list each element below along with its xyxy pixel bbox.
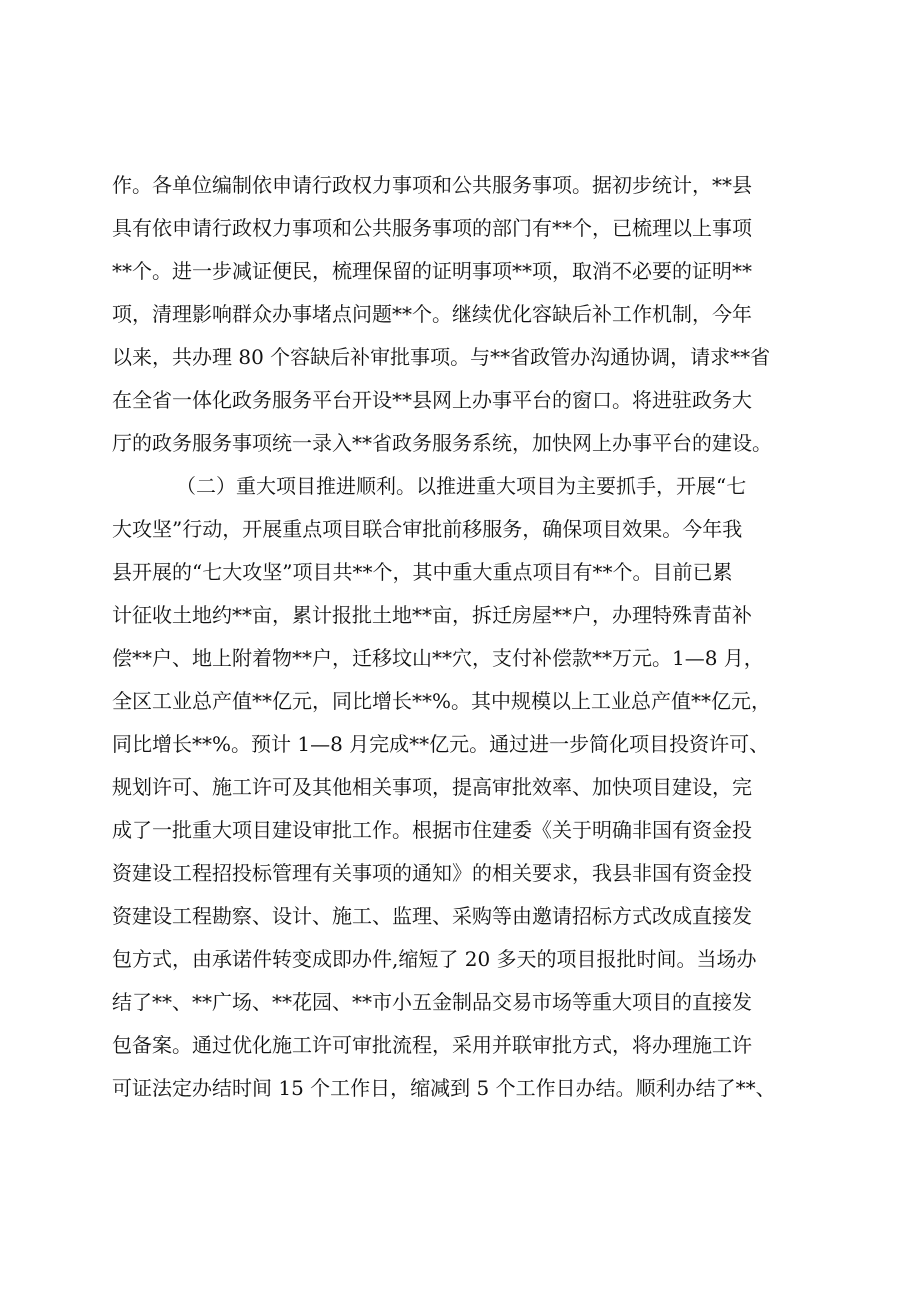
body-line-20: 结了**、**广场、**花园、**市小五金制品交易市场等重大项目的直接发 <box>112 990 752 1014</box>
body-line-2: 具有依申请行政权力事项和公共服务事项的部门有**个，已梳理以上事项 <box>112 216 752 240</box>
body-line-19: 包方式，由承诺件转变成即办件,缩短了 20 多天的项目报批时间。当场办 <box>112 947 757 971</box>
body-line-16: 成了一批重大项目建设审批工作。根据市住建委《关于明确非国有资金投 <box>112 818 752 842</box>
body-line-11: 计征收土地约**亩，累计报批土地**亩，拆迁房屋**户，办理特殊青苗补 <box>112 603 752 627</box>
body-line-1: 作。各单位编制依申请行政权力事项和公共服务事项。据初步统计，**县 <box>112 173 752 197</box>
body-line-3: **个。进一步减证便民，梳理保留的证明事项**项，取消不必要的证明** <box>112 259 752 283</box>
body-line-15: 规划许可、施工许可及其他相关事项，提高审批效率、加快项目建设，完 <box>112 775 752 799</box>
body-line-14: 同比增长**%。预计 1—8 月完成**亿元。通过进一步简化项目投资许可、 <box>112 732 770 756</box>
body-line-9: 大攻坚”行动，开展重点项目联合审批前移服务，确保项目效果。今年我 <box>112 517 743 541</box>
body-line-22: 可证法定办结时间 15 个工作日，缩减到 5 个工作日办结。顺利办结了**、 <box>112 1076 776 1100</box>
body-line-7: 厅的政务服务事项统一录入**省政务服务系统，加快网上办事平台的建设。 <box>112 431 772 455</box>
body-line-5: 以来，共办理 80 个容缺后补审批事项。与**省政管办沟通协调，请求**省 <box>112 345 771 369</box>
body-line-18: 资建设工程勘察、设计、施工、监理、采购等由邀请招标方式改成直接发 <box>112 904 752 928</box>
body-line-12: 偿**户、地上附着物**户，迁移坟山**穴，支付补偿款**万元。1—8 月， <box>112 646 764 670</box>
body-line-17: 资建设工程招投标管理有关事项的通知》的相关要求，我县非国有资金投 <box>112 861 752 885</box>
section-heading-line: （二）重大项目推进顺利。以推进重大项目为主要抓手，开展“七 <box>176 474 747 498</box>
body-line-21: 包备案。通过优化施工许可审批流程，采用并联审批方式，将办理施工许 <box>112 1033 752 1057</box>
body-line-10: 县开展的“七大攻坚”项目共**个，其中重大重点项目有**个。目前已累 <box>112 560 733 584</box>
body-line-6: 在全省一体化政务服务平台开设**县网上办事平台的窗口。将进驻政务大 <box>112 388 752 412</box>
body-line-4: 项，清理影响群众办事堵点问题**个。继续优化容缺后补工作机制，今年 <box>112 302 752 326</box>
body-line-13: 全区工业总产值**亿元，同比增长**%。其中规模以上工业总产值**亿元， <box>112 689 772 713</box>
